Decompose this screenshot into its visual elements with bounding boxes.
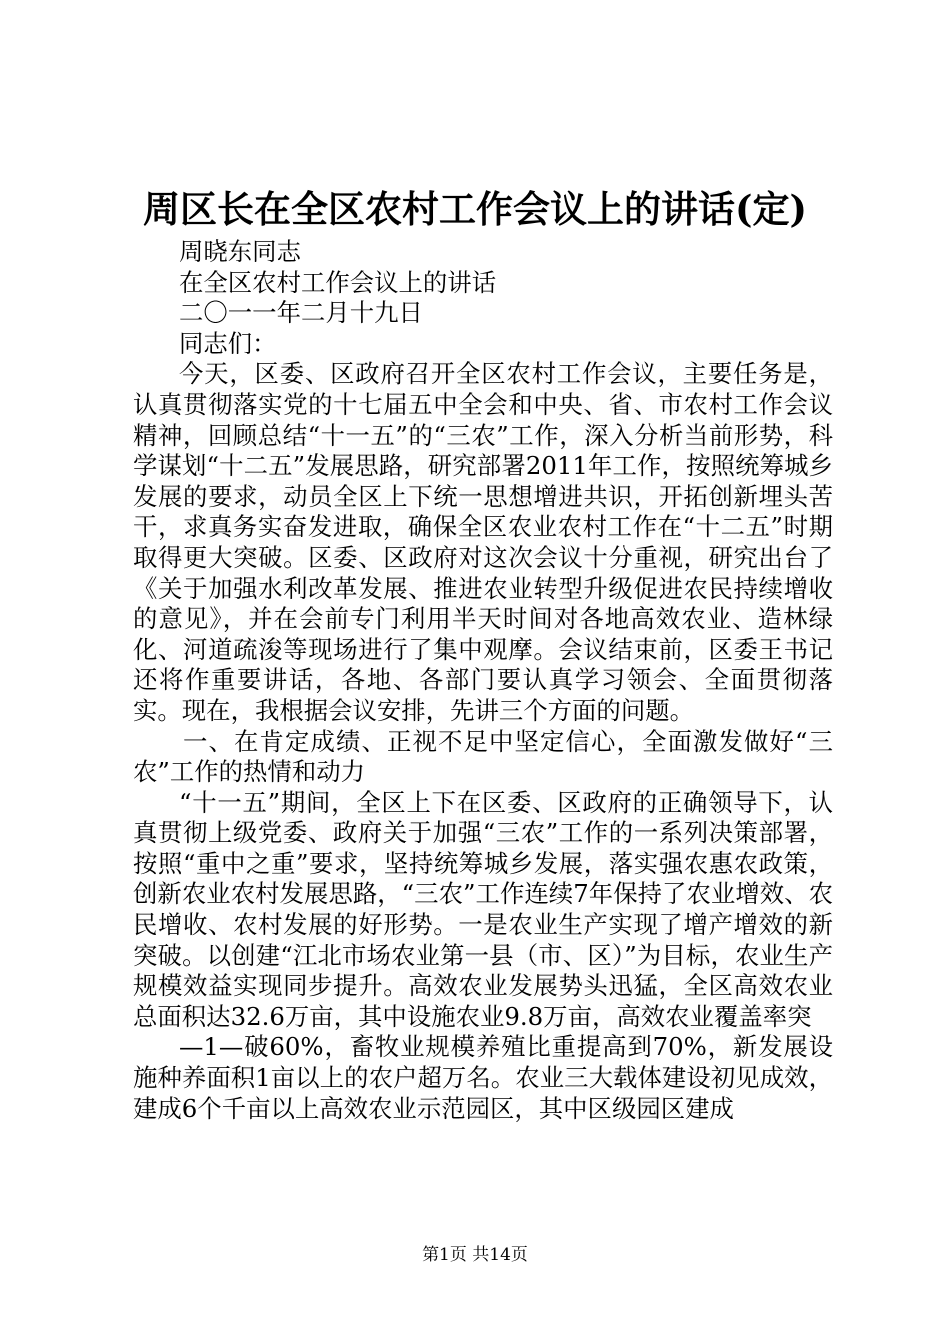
intro-paragraph: 今天，区委、区政府召开全区农村工作会议，主要任务是，认真贯彻落实党的十七届五中全会和中央、省、市农村工作会议精神，回顾总结“十一五”的“三农”工作，深入分析当前形势，科学谋划“十二五”发展思路，研究部署2011年工作，按照统筹城乡发展的要求，动员全区上下统一思想增进共识，开拓创新埋头苦干，求真务实奋发进取，确保全区农业农村工作在“十二五”时期取得更大突破。区委、区政府对这次会议十分重视，研究出台了《关于加强水利改革发展、推进农业转型升级促进农民持续增收的意见》，并在会前专门利用半天时间对各地高效农业、造林绿化、河道疏浚等现场进行了集中观摩。会议结束前，区委王书记还将作重要讲话，各地、各部门要认真学习领会、全面贯彻落实。现在，我根据会议安排，先讲三个方面的问题。 bbox=[133, 359, 833, 725]
section-paragraph-continued: —1—破60%，畜牧业规模养殖比重提高到70%，新发展设施种养面积1亩以上的农户超万名。农业三大载体建设初见成效，建成6个千亩以上高效农业示范园区，其中区级园区建成 bbox=[133, 1032, 833, 1123]
page-footer: 第1页 共14页 bbox=[422, 1245, 528, 1265]
speaker-line: 周晓东同志 bbox=[179, 237, 301, 266]
section-heading: 一、在肯定成绩、正视不足中坚定信心，全面激发做好“三农”工作的热情和动力 bbox=[133, 726, 833, 787]
salutation: 同志们： bbox=[179, 328, 277, 358]
speech-date: 二〇一一年二月十九日 bbox=[179, 298, 423, 328]
section-paragraph: “十一五”期间，全区上下在区委、区政府的正确领导下，认真贯彻上级党委、政府关于加强“三农”工作的一系列决策部署，按照“重中之重”要求，坚持统筹城乡发展，落实强农惠农政策，创新农业农村发展思路，“三农”工作连续7年保持了农业增效、农民增收、农村发展的好形势。一是农业生产实现了增产增效的新突破。以创建“江北市场农业第一县（市、区）”为目标，农业生产规模效益实现同步提升。高效农业发展势头迅猛，全区高效农业总面积达32.6万亩，其中设施农业9.8万亩，高效农业覆盖率突 bbox=[133, 787, 833, 1031]
document-body bbox=[133, 237, 833, 1124]
speech-subtitle: 在全区农村工作会议上的讲话 bbox=[179, 267, 497, 297]
document-title: 周区长在全区农村工作会议上的讲话(定) bbox=[142, 187, 807, 231]
